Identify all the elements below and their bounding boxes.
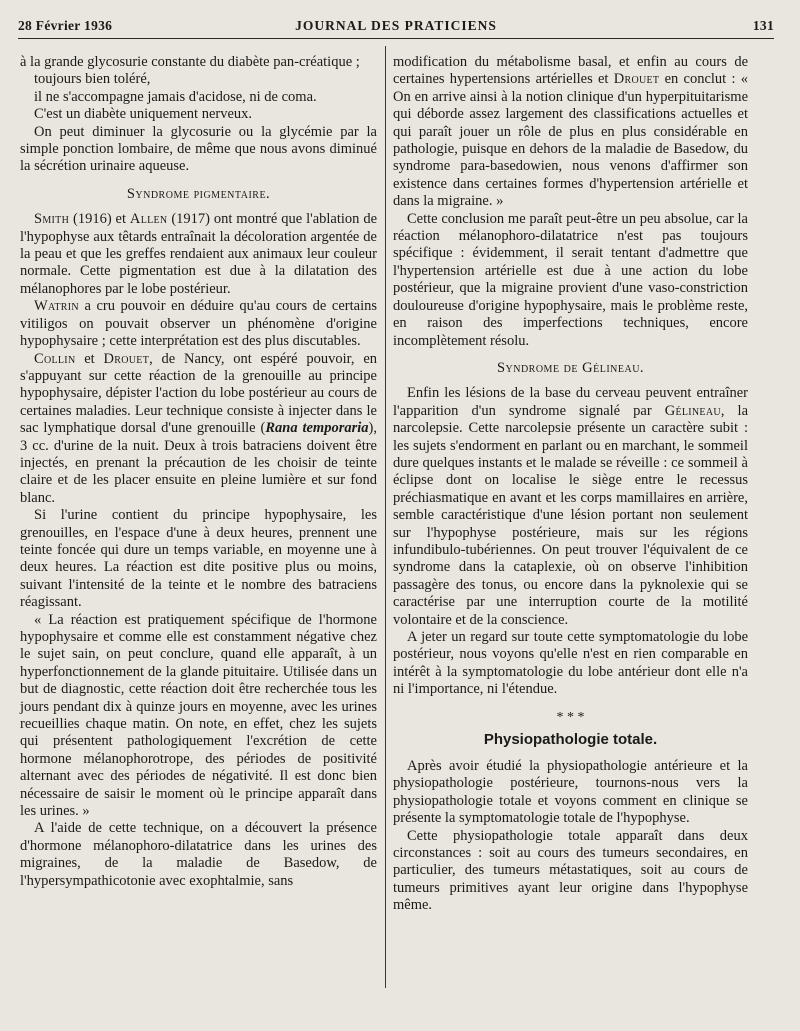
author-name: Watrin <box>34 298 79 315</box>
author-name: Allen <box>129 211 168 228</box>
text-run: (1917) ont montré que l'ablation de l'hypophyse aux têtards entraînait la décoloration argentée de la peau et que les greffes rendaient aux animaux leur couleur normale. Cette pigmentation est due à la dilatation des mélanophores par le lobe postérieur. <box>20 211 378 297</box>
asterism-ornament: * * * <box>556 709 585 725</box>
author-name: Drouet <box>613 71 660 88</box>
text-run: Enfin les lésions de la base du cerveau peuvent entraîner l'apparition d'un syndrome signalé par <box>393 385 748 419</box>
paragraph: à la grande glycosurie constante du diabète pan-créatique ; <box>20 54 360 70</box>
paragraph: Cette conclusion me paraît peut-être un peu absolue, car la réaction mélanophoro-dilatatrice n'est pas toujours spécifique : évidemment, il serait tentant d'admettre que l'hypertension artérielle est due à une action du lobe postérieur, que la migraine provient d'une vaso-constriction douloureuse d'origine hypophysaire, mais le problème reste, en raison des imperfections techniques, encore incomplètement résolu. <box>393 210 748 349</box>
species-name: Rana temporaria <box>265 420 369 437</box>
section-heading: Syndrome de Gélineau. <box>496 359 645 376</box>
author-name: Collin <box>34 350 76 367</box>
section-heading: Syndrome pigmentaire. <box>126 185 271 202</box>
paragraph <box>20 211 377 298</box>
right-column <box>393 54 748 915</box>
author-name: Drouet <box>103 350 150 367</box>
paragraph: Si l'urine contient du principe hypophysaire, les grenouilles, en l'espace d'une à deux heures, prennent une teinte foncée qui dure un temps variable, en moyenne une à deux heures. La réaction est dite positive plus ou moins, suivant l'intensité de la teinte et le nombre des batraciens réagissant. <box>20 507 377 611</box>
text-run: a cru pouvoir en déduire qu'au cours de certains vitiligos on pouvait observer un phénomène d'origine hypophysaire ; cette interprétation est des plus discutables. <box>20 298 377 350</box>
paragraph: A l'aide de cette technique, on a découvert la présence d'hormone mélanophoro-dilatatrice dans les urines des migraines, de la maladie de Basedow, de l'hypersympathicotonie avec exophtalmie, sans <box>20 820 377 889</box>
header-journal-title: JOURNAL DES PRATICIENS <box>295 18 497 33</box>
column-divider <box>385 46 386 988</box>
paragraph: Cette physiopathologie totale apparaît dans deux circonstances : soit au cours des tumeurs secondaires, en particulier, des tumeurs métastatiques, soit au cours de tumeurs primitives ayant leur origine dans l'hypophyse même. <box>393 827 748 914</box>
author-name: Gélineau <box>664 402 721 419</box>
paragraph: toujours bien toléré, <box>34 71 151 88</box>
text-run: en conclut : « On en arrive ainsi à la notion clinique d'un hyperpituitarisme qui déborde assez largement des classifications actuelles et qui paraît jouer un rôle de plus en plus considérable en pathologie, puisque en dehors de la maladie de Basedow, du syndrome para-basedowien, nous venons d'affirmer son existence dans certaines formes d'hypertension artérielle et dans la migraine. » <box>393 71 748 210</box>
paragraph <box>393 385 748 629</box>
text-run: (1916) et <box>69 211 130 228</box>
paragraph: A jeter un regard sur toute cette symptomatologie du lobe postérieur, nous voyons qu'elle n'est en rien comparable en intérêt à la symptomatologie du lobe antérieur dont elle n'a ni l'importance, ni l'étendue. <box>393 629 748 698</box>
running-header <box>18 14 774 39</box>
paragraph: On peut diminuer la glycosurie ou la glycémie par la simple ponction lombaire, de même que nous avons diminué la sécrétion urinaire aqueuse. <box>20 123 377 175</box>
text-run: modification du métabolisme basal, et enfin au cours de certaines hypertensions artérielles et <box>393 54 748 88</box>
section-title: Physiopathologie totale. <box>483 730 658 748</box>
paragraph <box>20 351 377 508</box>
text-run: , de Nancy, ont espéré pouvoir, en s'appuyant sur cette réaction de la grenouille au principe hypophysaire, dépister l'action du lobe postérieur au cours de certaines maladies. Leur technique consiste à injecter dans le sac lymphatique dorsal d'une grenouille ( <box>20 350 378 437</box>
text-run: , la narcolepsie. Cette narcolepsie présente un caractère subit : les sujets s'endorment en parlant ou en marchant, le sommeil dure quelques instants et le malade se réveille : ce sommeil à éclipse dont on localise le siège entre le recessus préchiasmatique en avant et les corps mamillaires en arrière, semble caractéristique d'une lésion portant non seulement sur l'hypophyse postérieure, mais sur les régions infundibulo-tubériennes. On peut trouver l'équivalent de ce syndrome dans la cataplexie, où on observe l'inhibition passagère des tonus, ou encore dans la pyknolexie qui se caractérise par une interruption courte de la motilité volontaire et de la conscience. <box>393 402 749 628</box>
header-date: 28 Février 1936 <box>18 18 113 33</box>
text-run: et <box>75 350 104 367</box>
paragraph <box>393 54 748 211</box>
author-name: Smith <box>34 211 70 228</box>
paragraph <box>20 298 377 350</box>
paragraph: il ne s'accompagne jamais d'acidose, ni de coma. <box>34 88 317 105</box>
paragraph: Après avoir étudié la physiopathologie antérieure et la physiopathologie postérieure, tournons-nous vers la physiopathologie totale et voyons comment en clinique se présente la symptomatologie totale de l'hypophyse. <box>393 758 748 827</box>
header-page-number: 131 <box>752 18 774 33</box>
left-column <box>20 54 377 890</box>
text-run: ), 3 cc. d'urine de la nuit. Deux à trois batraciens doivent être injectés, en prenant la précaution de les choisir de teinte claire et de les placer ensuite en pleine lumière et sur fond blanc. <box>20 420 377 506</box>
paragraph: « La réaction est pratiquement spécifique de l'hormone hypophysaire et comme elle est constamment négative chez le sujet sain, on peut conclure, quand elle apparaît, à un hyperfonctionnement de la glande pituitaire. Utilisée dans un but de diagnostic, cette réaction doit être recherchée tous les jours pendant dix à quinze jours en moyenne, avec les urines recueillies chaque matin. On note, en effet, chez les sujets qui présentent pathologiquement l'excrétion de cette hormone mélanophorotrope, des périodes de positivité alternant avec des périodes de négativité. Il est donc bien nécessaire de saisir le moment où le principe apparaît dans les urines. » <box>20 611 377 820</box>
paragraph: C'est un diabète uniquement nerveux. <box>34 106 253 123</box>
